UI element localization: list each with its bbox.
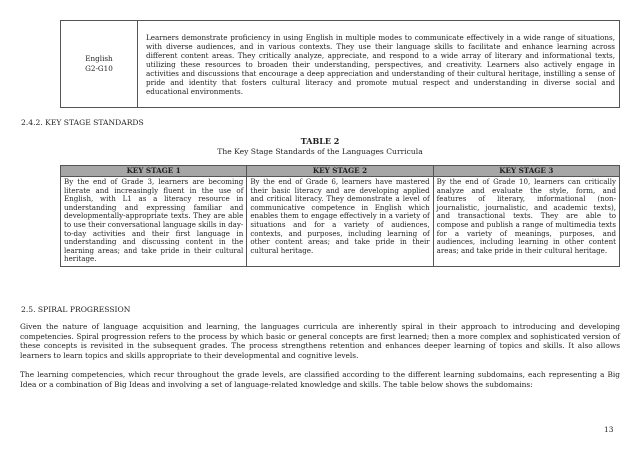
subject-grades: G2-G10 [85,64,113,73]
key-stage-1-header: KEY STAGE 1 [61,166,247,177]
subject-name: English [85,54,113,63]
key-stage-table [60,165,620,267]
table-row [61,177,620,267]
subject-standard-table [60,20,620,108]
key-stage-3-standard: By the end of Grade 10, learners can critically analyze and evaluate the style, form, and features of literary, informational (non-journalistic, journalistic, and academic texts), and transactional texts. They are able to compose and publish a range of multimedia texts for a variety of meanings, purposes, and audiences, including learning in other content areas; and take pride in their cultural heritage. [433,177,619,267]
spiral-progression-heading: 2.5. SPIRAL PROGRESSION [21,305,131,314]
subject-cell [61,21,138,108]
table2-label: TABLE 2 [300,136,340,146]
spiral-paragraph-2: The learning competencies, which recur throughout the grade levels, are classified according to the different learning subdomains, each representing a Big Idea or a combination of Big Ideas and involving a set of language-related knowledge and skills. The table below shows the subdomains: [20,370,620,389]
spiral-paragraph-1: Given the nature of language acquisition and learning, the languages curricula are inherently spiral in their approach to introducing and developing competencies. Spiral progression refers to the process by which basic or general concepts are first learned; then a more complex and sophisticated version of these concepts is revisited in the subsequent grades. The process strengthens retention and enhances deeper learning of topics and skills. It also allows learners to learn topics and skills appropriate to their developmental and cognitive levels. [20,322,620,360]
table-header-row [61,166,620,177]
key-stage-2-standard: By the end of Grade 6, learners have mastered their basic literacy and are developing applied and critical literacy. They demonstrate a level of communicative competence in English which enables them to engage effectively in a variety of situations and for a variety of audiences, contexts, and purposes, including learning of other content areas; and take pride in their cultural heritage. [247,177,433,267]
table-row [61,21,620,108]
subject-description: Learners demonstrate proficiency in using English in multiple modes to communicate effectively in a wide range of situations, with diverse audiences, and in various contexts. They use their language skills to facilitate and enhance learning across different content areas. They critically analyze, appreciate, and respond to a wide array of literary and informational texts, utilizing these resources to broaden their understanding, perspectives, and creativity. Learners also actively engage in activities and discussions that encourage a deep appreciation and understanding of their cultural heritage, instilling a sense of pride and identity that fosters cultural literacy and promote mutual respect and understanding in diverse social and educational environments. [138,21,620,108]
key-stage-2-header: KEY STAGE 2 [247,166,433,177]
page-number: 13 [604,425,614,434]
key-stage-standards-heading: 2.4.2. KEY STAGE STANDARDS [21,118,144,127]
key-stage-1-standard: By the end of Grade 3, learners are becoming literate and increasingly fluent in the use of English, with L1 as a literacy resource in understanding and expressing familiar and developmentally-appropriate texts. They are able to use their conversational language skills in day-to-day activities and their first language in understanding and discussing content in the learning areas; and take pride in their cultural heritage. [61,177,247,267]
table2-caption: The Key Stage Standards of the Languages Curricula [217,147,423,156]
key-stage-3-header: KEY STAGE 3 [433,166,619,177]
